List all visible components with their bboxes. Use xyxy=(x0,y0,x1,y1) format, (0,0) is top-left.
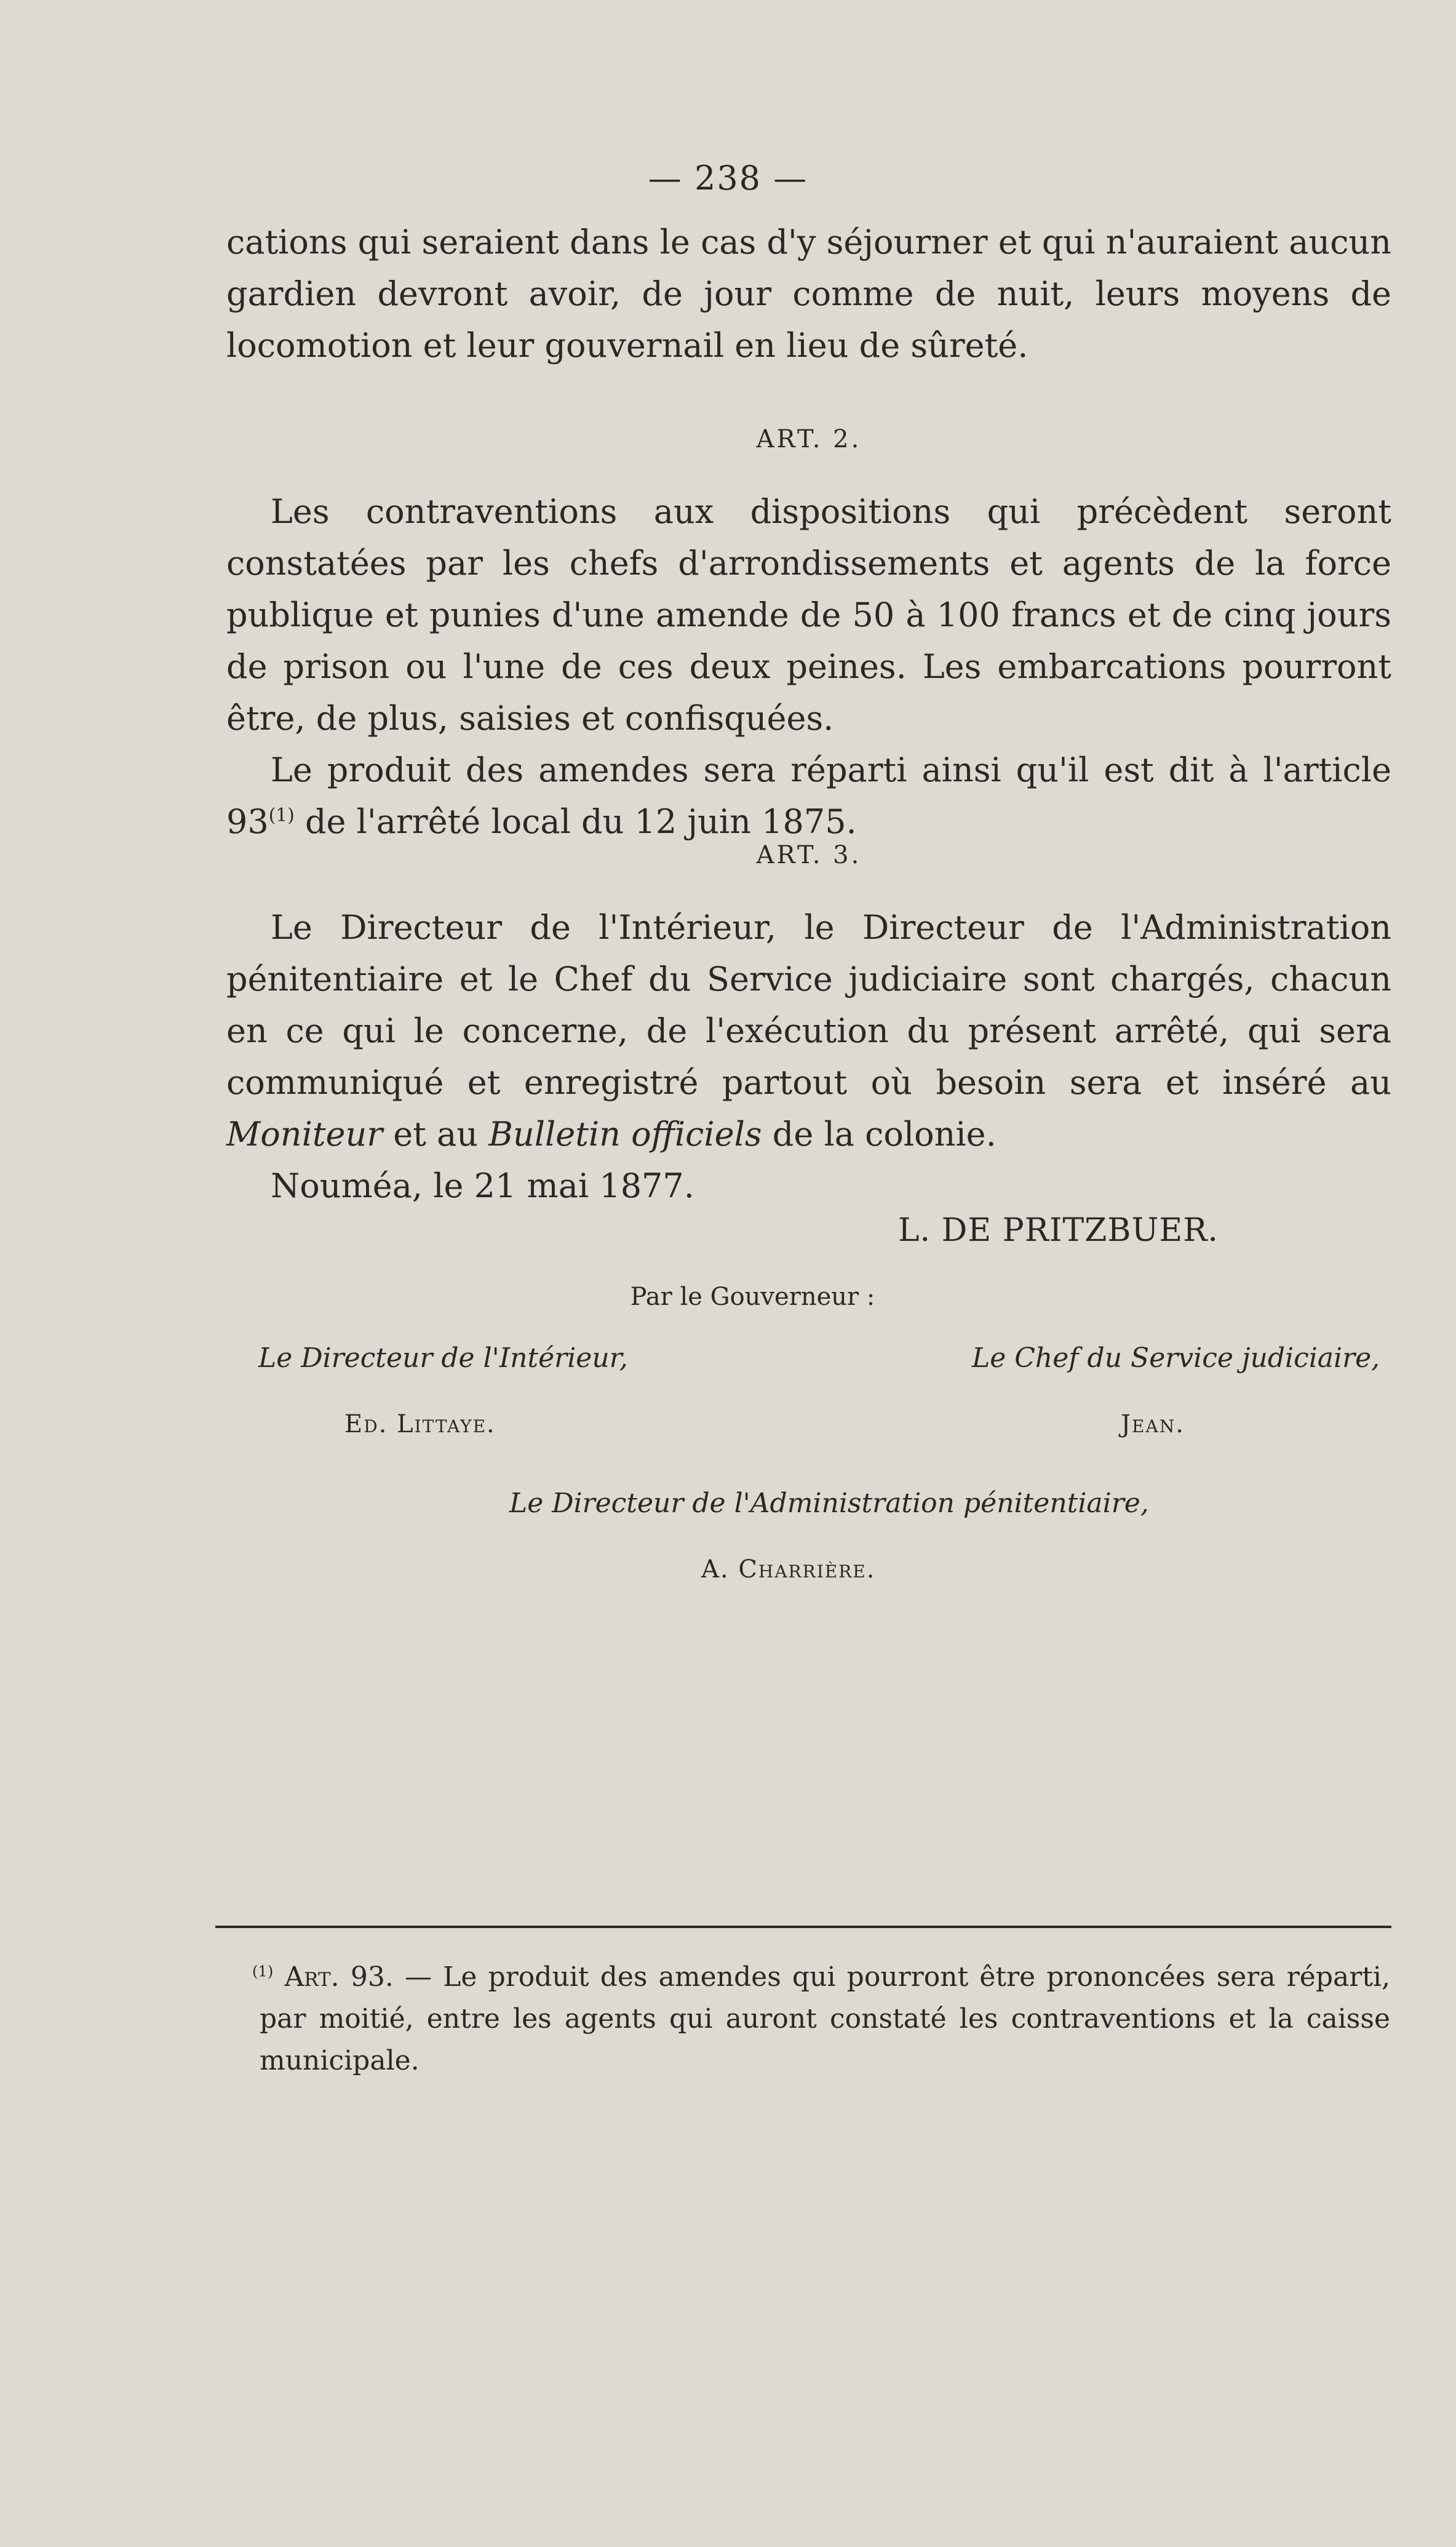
footnote-text: — Le produit des amendes qui pourront être prononcées sera réparti, par moitié, entre les agents qui auront constaté les contraventions et la caisse municipale. xyxy=(260,1961,1390,2076)
justice-name: Jean. xyxy=(1121,1410,1185,1438)
penitentiaire-title: Le Directeur de l'Administration pénitentiaire, xyxy=(509,1488,1149,1519)
interieur-name: Ed. Littaye. xyxy=(344,1410,496,1438)
article-3-text-c: de la colonie. xyxy=(762,1115,997,1154)
article-2-paragraph-2-text: Le produit des amendes sera réparti ainsi qu'il est dit à l'article 93 xyxy=(226,751,1391,841)
bulletin-title: Bulletin officiels xyxy=(488,1115,762,1154)
continuation-paragraph: cations qui seraient dans le cas d'y séjourner et qui n'auraient aucun gardien devront avoir, de jour comme de nuit, leurs moyens de locomotion et leur gouvernail en lieu de sûreté. xyxy=(226,223,1391,365)
article-2-paragraph-1: Les contraventions aux dispositions qui précèdent seront constatées par les chefs d'arrondissements et agents de la force publique et punies d'une amende de 50 à 100 francs et de cinq jours de prison ou l'une de ces deux peines. Les embarcations pourront être, de plus, saisies et confisquées. xyxy=(226,492,1391,738)
footnote-separator xyxy=(215,1926,1391,1928)
article-2-paragraph-2-end: de l'arrêté local du 12 juin 1875. xyxy=(294,802,857,841)
footnote-marker-text: (1) xyxy=(252,1963,274,1980)
justice-title: Le Chef du Service judiciaire, xyxy=(972,1342,1380,1374)
interieur-title: Le Directeur de l'Intérieur, xyxy=(258,1342,628,1374)
continuation-block xyxy=(226,217,1391,372)
article-2-heading-block xyxy=(226,413,1391,465)
article-3-heading-block xyxy=(226,829,1391,881)
par-le-gouverneur: Par le Gouverneur : xyxy=(630,1283,875,1311)
article-3-text-b: et au xyxy=(383,1115,489,1154)
footnote-marker xyxy=(252,1961,273,1993)
penitentiaire-name: A. Charrière. xyxy=(701,1555,876,1584)
date-line: Nouméa, le 21 mai 1877. xyxy=(271,1166,694,1205)
footnote-reference: (1) xyxy=(268,805,295,826)
article-3-heading: ART. 3. xyxy=(756,841,862,869)
article-2-heading: ART. 2. xyxy=(756,425,862,453)
footnote-ref: Art. 93. xyxy=(284,1961,394,1993)
page-number: — 238 — xyxy=(648,159,808,197)
governor-signature: L. DE PRITZBUER. xyxy=(898,1212,1219,1249)
moniteur-title: Moniteur xyxy=(226,1115,383,1154)
article-2-body xyxy=(226,486,1391,848)
footnote xyxy=(252,1956,1390,2082)
article-3-text-a: Le Directeur de l'Intérieur, le Directeur de l'Administration pénitentiaire et le Chef du Service judiciaire sont chargés, chacun en ce qui le concerne, de l'exécution du présent arrêté, qui sera communiqué et enregistré partout où besoin sera et inséré au xyxy=(226,908,1391,1102)
article-3-body xyxy=(226,902,1391,1212)
article-3-paragraph xyxy=(226,902,1391,1160)
